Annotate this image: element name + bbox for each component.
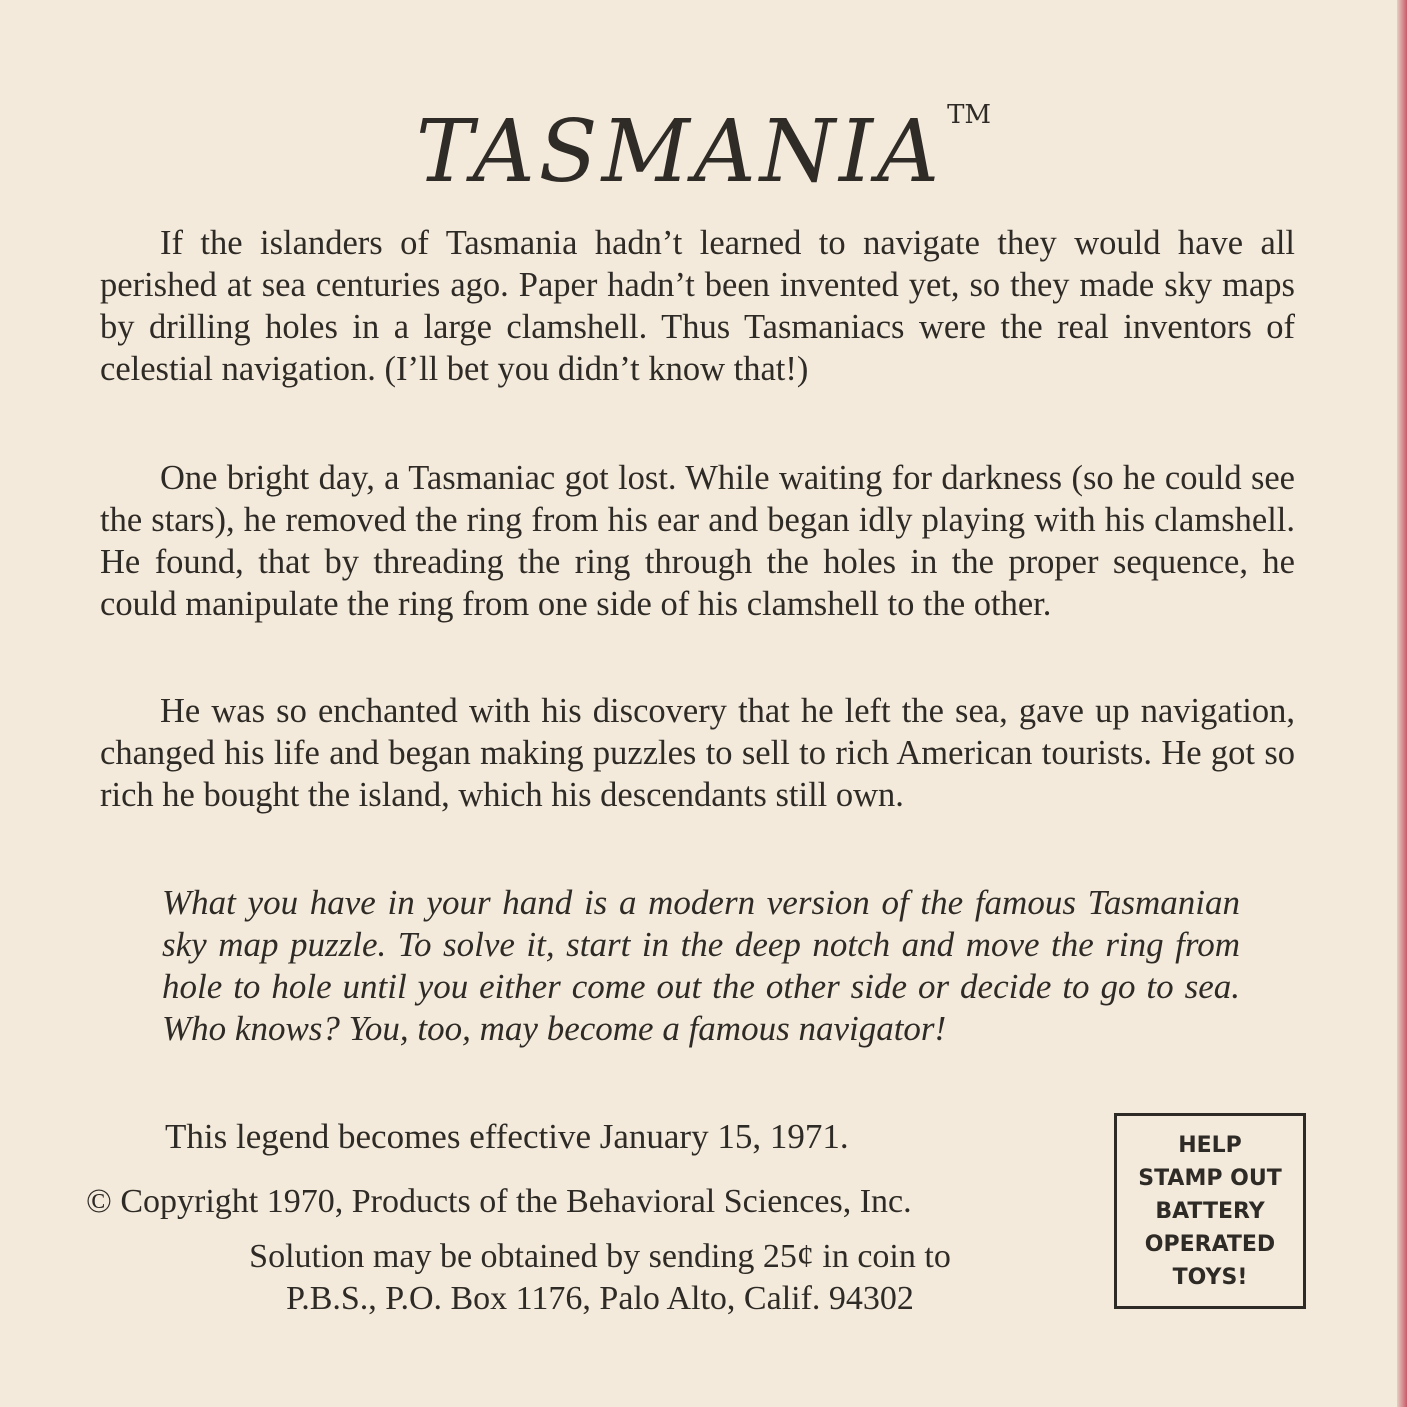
- effective-date-line: This legend becomes effective January 15, 1971.: [165, 1117, 849, 1156]
- trademark-mark: TM: [947, 100, 992, 130]
- paragraph-2: [100, 457, 1295, 625]
- italic-instructions: [162, 882, 1240, 1050]
- stamp-out-toys-box: [1114, 1113, 1306, 1309]
- stamp-line: OPERATED: [1144, 1231, 1276, 1257]
- paragraph-1: [100, 222, 1295, 390]
- page-edge: [1397, 0, 1407, 1407]
- stamp-line: TOYS!: [1172, 1264, 1248, 1290]
- stamp-line: STAMP OUT: [1138, 1165, 1282, 1191]
- solution-line-1: Solution may be obtained by sending 25¢ in coin to: [249, 1238, 951, 1275]
- stamp-line: BATTERY: [1155, 1198, 1265, 1224]
- solution-line-2: P.B.S., P.O. Box 1176, Palo Alto, Calif. 94302: [286, 1280, 914, 1317]
- copyright-line: © Copyright 1970, Products of the Behavioral Sciences, Inc.: [86, 1183, 912, 1220]
- stamp-line: HELP: [1178, 1132, 1242, 1158]
- instructions-text: What you have in your hand is a modern version of the famous Tasmanian sky map puzzle. To solve it, start in the deep notch and move the ring from hole to hole until you either come out the other side or decide to go to sea. Who knows? You, too, may become a famous navigator!: [162, 883, 1240, 1048]
- solution-info: [100, 1236, 1100, 1320]
- paragraph-text: If the islanders of Tasmania hadn’t learned to navigate they would have all perished at sea centuries ago. Paper hadn’t been invented yet, so they made sky maps by drilling holes in a large clamshell. Thus Tasmaniacs were the real inventors of celestial navigation. (I’ll bet you didn’t know that!): [100, 224, 1295, 388]
- paragraph-text: One bright day, a Tasmaniac got lost. While waiting for darkness (so he could see the stars), he removed the ring from his ear and began idly playing with his clamshell. He found, that by threading the ring through the holes in the proper sequence, he could manipulate the ring from one side of his clamshell to the other.: [100, 459, 1295, 623]
- page-title: [0, 100, 1407, 202]
- paragraph-3: [100, 690, 1295, 816]
- title-text: TASMANIA: [415, 102, 944, 202]
- paragraph-text: He was so enchanted with his discovery that he left the sea, gave up navigation, changed his life and began making puzzles to sell to rich American tourists. He got so rich he bought the island, which his descendants still own.: [100, 692, 1295, 814]
